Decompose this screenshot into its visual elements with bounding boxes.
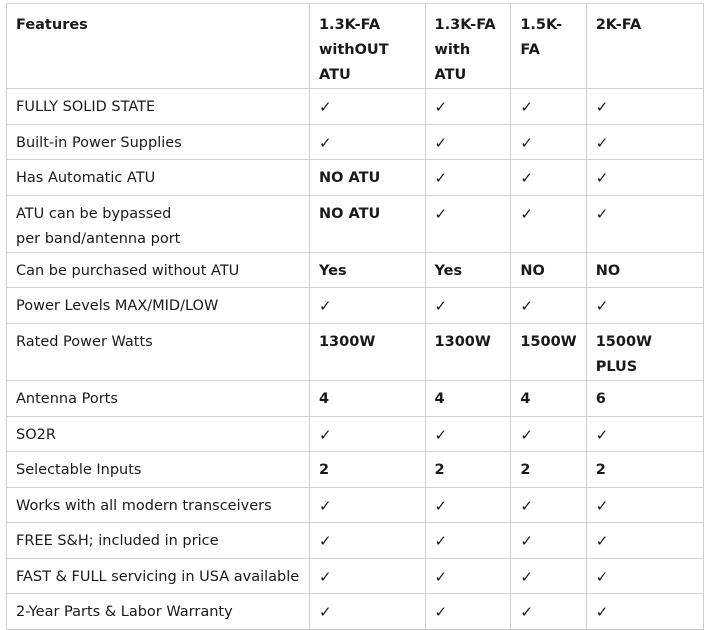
check-icon: ✓ (309, 559, 425, 594)
feature-value: 4 (425, 381, 511, 417)
feature-label: Has Automatic ATU (7, 160, 310, 196)
comparison-table (6, 3, 704, 630)
check-icon: ✓ (511, 196, 586, 253)
feature-value: 4 (511, 381, 586, 417)
header-1-3k-fa-with-atu: 1.3K-FA with ATU (425, 4, 511, 89)
check-icon: ✓ (309, 288, 425, 324)
check-icon: ✓ (309, 594, 425, 630)
check-icon: ✓ (425, 594, 511, 630)
check-icon: ✓ (425, 125, 511, 160)
check-icon: ✓ (586, 288, 703, 324)
feature-value: NO (511, 253, 586, 288)
feature-value: 1300W (309, 324, 425, 381)
feature-value: Yes (309, 253, 425, 288)
check-icon: ✓ (511, 288, 586, 324)
check-icon: ✓ (425, 417, 511, 452)
feature-value: Yes (425, 253, 511, 288)
feature-value: NO (586, 253, 703, 288)
check-icon: ✓ (586, 417, 703, 452)
header-1-5k-fa: 1.5K-FA (511, 4, 586, 89)
feature-value: 1300W (425, 324, 511, 381)
table-row (7, 196, 704, 253)
feature-value: 6 (586, 381, 703, 417)
check-icon: ✓ (511, 160, 586, 196)
table-body (7, 89, 704, 630)
check-icon: ✓ (425, 89, 511, 125)
feature-label: FAST & FULL servicing in USA available (7, 559, 310, 594)
table-row (7, 288, 704, 324)
feature-value: 2 (511, 452, 586, 488)
feature-value: 4 (309, 381, 425, 417)
feature-value: 1500W PLUS (586, 324, 703, 381)
table-row (7, 417, 704, 452)
table-row (7, 594, 704, 630)
check-icon: ✓ (586, 89, 703, 125)
check-icon: ✓ (586, 160, 703, 196)
check-icon: ✓ (511, 89, 586, 125)
check-icon: ✓ (586, 488, 703, 523)
table-row (7, 160, 704, 196)
feature-label: ATU can be bypassed per band/antenna port (7, 196, 310, 253)
table-row (7, 488, 704, 523)
check-icon: ✓ (425, 559, 511, 594)
header-1-3k-fa-without-atu: 1.3K-FA withOUT ATU (309, 4, 425, 89)
table-row (7, 89, 704, 125)
feature-label: Built-in Power Supplies (7, 125, 310, 160)
check-icon: ✓ (586, 559, 703, 594)
feature-value: 1500W (511, 324, 586, 381)
check-icon: ✓ (586, 594, 703, 630)
header-2k-fa: 2K-FA (586, 4, 703, 89)
table-row (7, 324, 704, 381)
table-row (7, 523, 704, 559)
check-icon: ✓ (586, 196, 703, 253)
check-icon: ✓ (511, 125, 586, 160)
feature-label: Antenna Ports (7, 381, 310, 417)
check-icon: ✓ (309, 89, 425, 125)
check-icon: ✓ (425, 523, 511, 559)
table-row (7, 381, 704, 417)
check-icon: ✓ (425, 488, 511, 523)
check-icon: ✓ (425, 288, 511, 324)
header-row (7, 4, 704, 89)
feature-label: Rated Power Watts (7, 324, 310, 381)
feature-label: FULLY SOLID STATE (7, 89, 310, 125)
check-icon: ✓ (309, 125, 425, 160)
check-icon: ✓ (511, 594, 586, 630)
feature-label: Works with all modern transceivers (7, 488, 310, 523)
check-icon: ✓ (309, 488, 425, 523)
feature-value: 2 (425, 452, 511, 488)
feature-label: SO2R (7, 417, 310, 452)
check-icon: ✓ (309, 417, 425, 452)
feature-label: Can be purchased without ATU (7, 253, 310, 288)
check-icon: ✓ (309, 523, 425, 559)
table-row (7, 452, 704, 488)
table-row (7, 253, 704, 288)
check-icon: ✓ (511, 559, 586, 594)
feature-label: Power Levels MAX/MID/LOW (7, 288, 310, 324)
feature-label: Selectable Inputs (7, 452, 310, 488)
check-icon: ✓ (511, 488, 586, 523)
table-row (7, 559, 704, 594)
feature-value: NO ATU (309, 196, 425, 253)
feature-label: FREE S&H; included in price (7, 523, 310, 559)
feature-value: 2 (309, 452, 425, 488)
check-icon: ✓ (425, 160, 511, 196)
check-icon: ✓ (511, 523, 586, 559)
feature-value: NO ATU (309, 160, 425, 196)
feature-label: 2-Year Parts & Labor Warranty (7, 594, 310, 630)
check-icon: ✓ (511, 417, 586, 452)
check-icon: ✓ (586, 523, 703, 559)
header-features: Features (7, 4, 310, 89)
check-icon: ✓ (586, 125, 703, 160)
check-icon: ✓ (425, 196, 511, 253)
feature-value: 2 (586, 452, 703, 488)
table-row (7, 125, 704, 160)
